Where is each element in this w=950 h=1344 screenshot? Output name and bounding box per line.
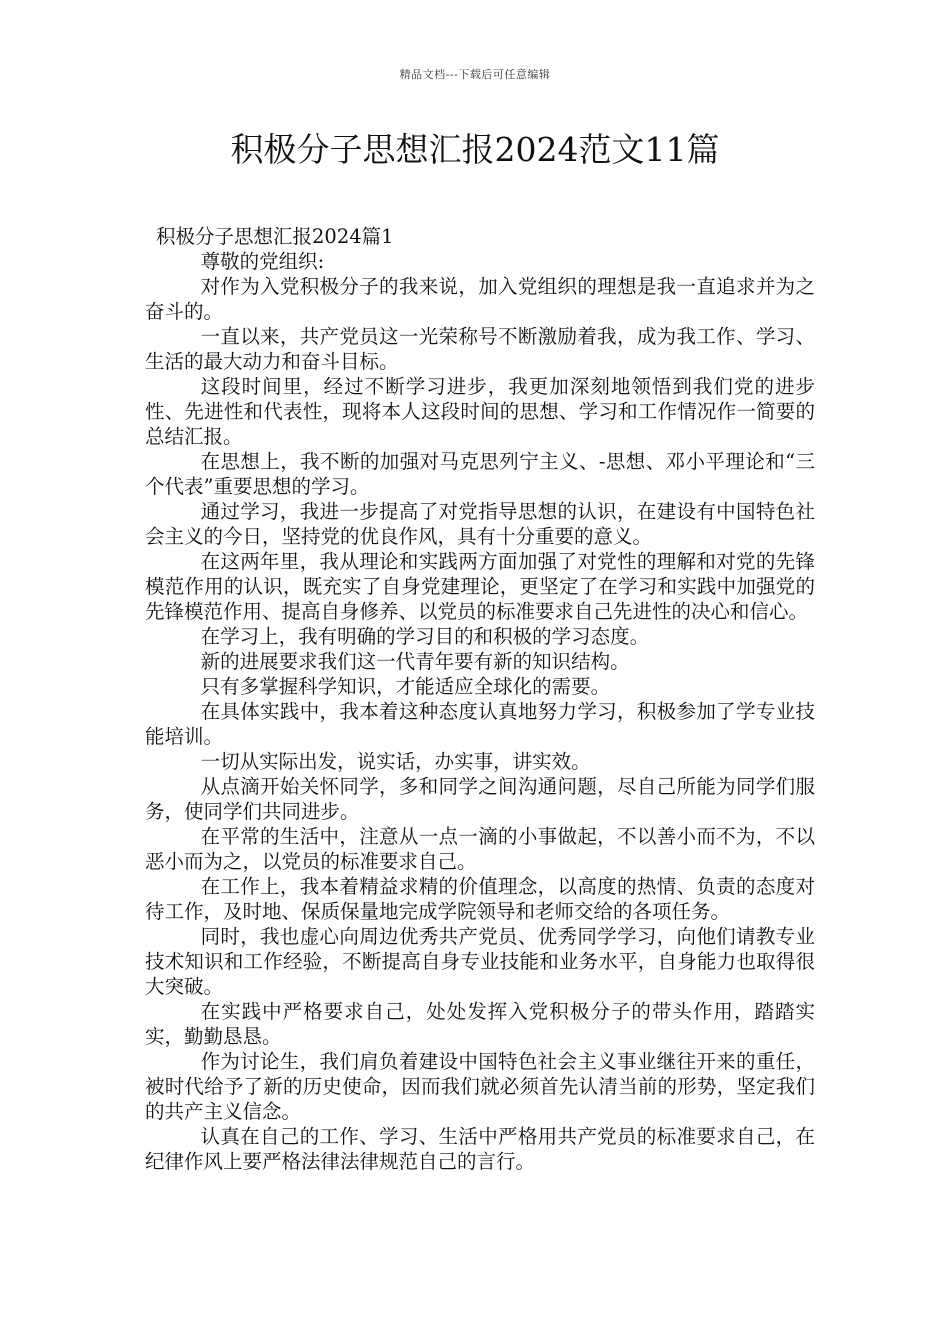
document-title: 积极分子思想汇报2024范文11篇	[230, 130, 720, 169]
paragraph: 从点滴开始关怀同学，多和同学之间沟通问题，尽自己所能为同学们服务，使同学们共同进步。	[145, 775, 815, 823]
document-body	[145, 224, 815, 1174]
paragraph: 在这两年里，我从理论和实践两方面加强了对党性的理解和对党的先锋模范作用的认识，既充实了自身党建理论，更坚定了在学习和实践中加强党的先锋模范作用、提高自身修养、以党员的标准要求自己先进性的决心和信心。	[145, 550, 815, 623]
paragraph: 认真在自己的工作、学习、生活中严格用共产党员的标准要求自己，在纪律作风上要严格法律法律规范自己的言行。	[145, 1125, 815, 1173]
paragraph: 作为讨论生，我们肩负着建设中国特色社会主义事业继往开来的重任，被时代给予了新的历史使命，因而我们就必须首先认清当前的形势，坚定我们的共产主义信念。	[145, 1050, 815, 1123]
paragraph: 新的进展要求我们这一代青年要有新的知识结构。	[200, 650, 630, 673]
header-note: 精品文档---下载后可任意编辑	[399, 68, 551, 81]
paragraph: 这段时间里，经过不断学习进步，我更加深刻地领悟到我们党的进步性、先进性和代表性，现将本人这段时间的思想、学习和工作情况作一简要的总结汇报。	[145, 375, 815, 448]
paragraph: 在平常的生活中，注意从一点一滴的小事做起，不以善小而不为，不以恶小而为之，以党员的标准要求自己。	[145, 825, 815, 873]
paragraph: 只有多掌握科学知识，才能适应全球化的需要。	[200, 675, 611, 698]
paragraph: 在实践中严格要求自己，处处发挥入党积极分子的带头作用，踏踏实实，勤勤恳恳。	[145, 1000, 815, 1048]
paragraph: 通过学习，我进一步提高了对党指导思想的认识，在建设有中国特色社会主义的今日，坚持党的优良作风，具有十分重要的意义。	[145, 500, 815, 548]
paragraph: 同时，我也虚心向周边优秀共产党员、优秀同学学习，向他们请教专业技术知识和工作经验，不断提高自身专业技能和业务水平，自身能力也取得很大突破。	[145, 925, 815, 998]
paragraph: 对作为入党积极分子的我来说，加入党组织的理想是我一直追求并为之奋斗的。	[145, 275, 815, 323]
paragraph: 在工作上，我本着精益求精的价值理念，以高度的热情、负责的态度对待工作，及时地、保质保量地完成学院领导和老师交给的各项任务。	[145, 875, 815, 923]
paragraph: 一切从实际出发，说实话，办实事，讲实效。	[200, 750, 591, 773]
paragraph: 在思想上，我不断的加强对马克思列宁主义、-思想、邓小平理论和“三个代表”重要思想的学习。	[145, 450, 815, 498]
paragraph: 尊敬的党组织:	[200, 250, 325, 273]
paragraph: 在具体实践中，我本着这种态度认真地努力学习，积极参加了学专业技能培训。	[145, 700, 815, 748]
paragraph: 在学习上，我有明确的学习目的和积极的学习态度。	[200, 625, 650, 648]
paragraph: 一直以来，共产党员这一光荣称号不断激励着我，成为我工作、学习、生活的最大动力和奋斗目标。	[145, 325, 815, 373]
section-heading: 积极分子思想汇报2024篇1	[156, 225, 394, 248]
